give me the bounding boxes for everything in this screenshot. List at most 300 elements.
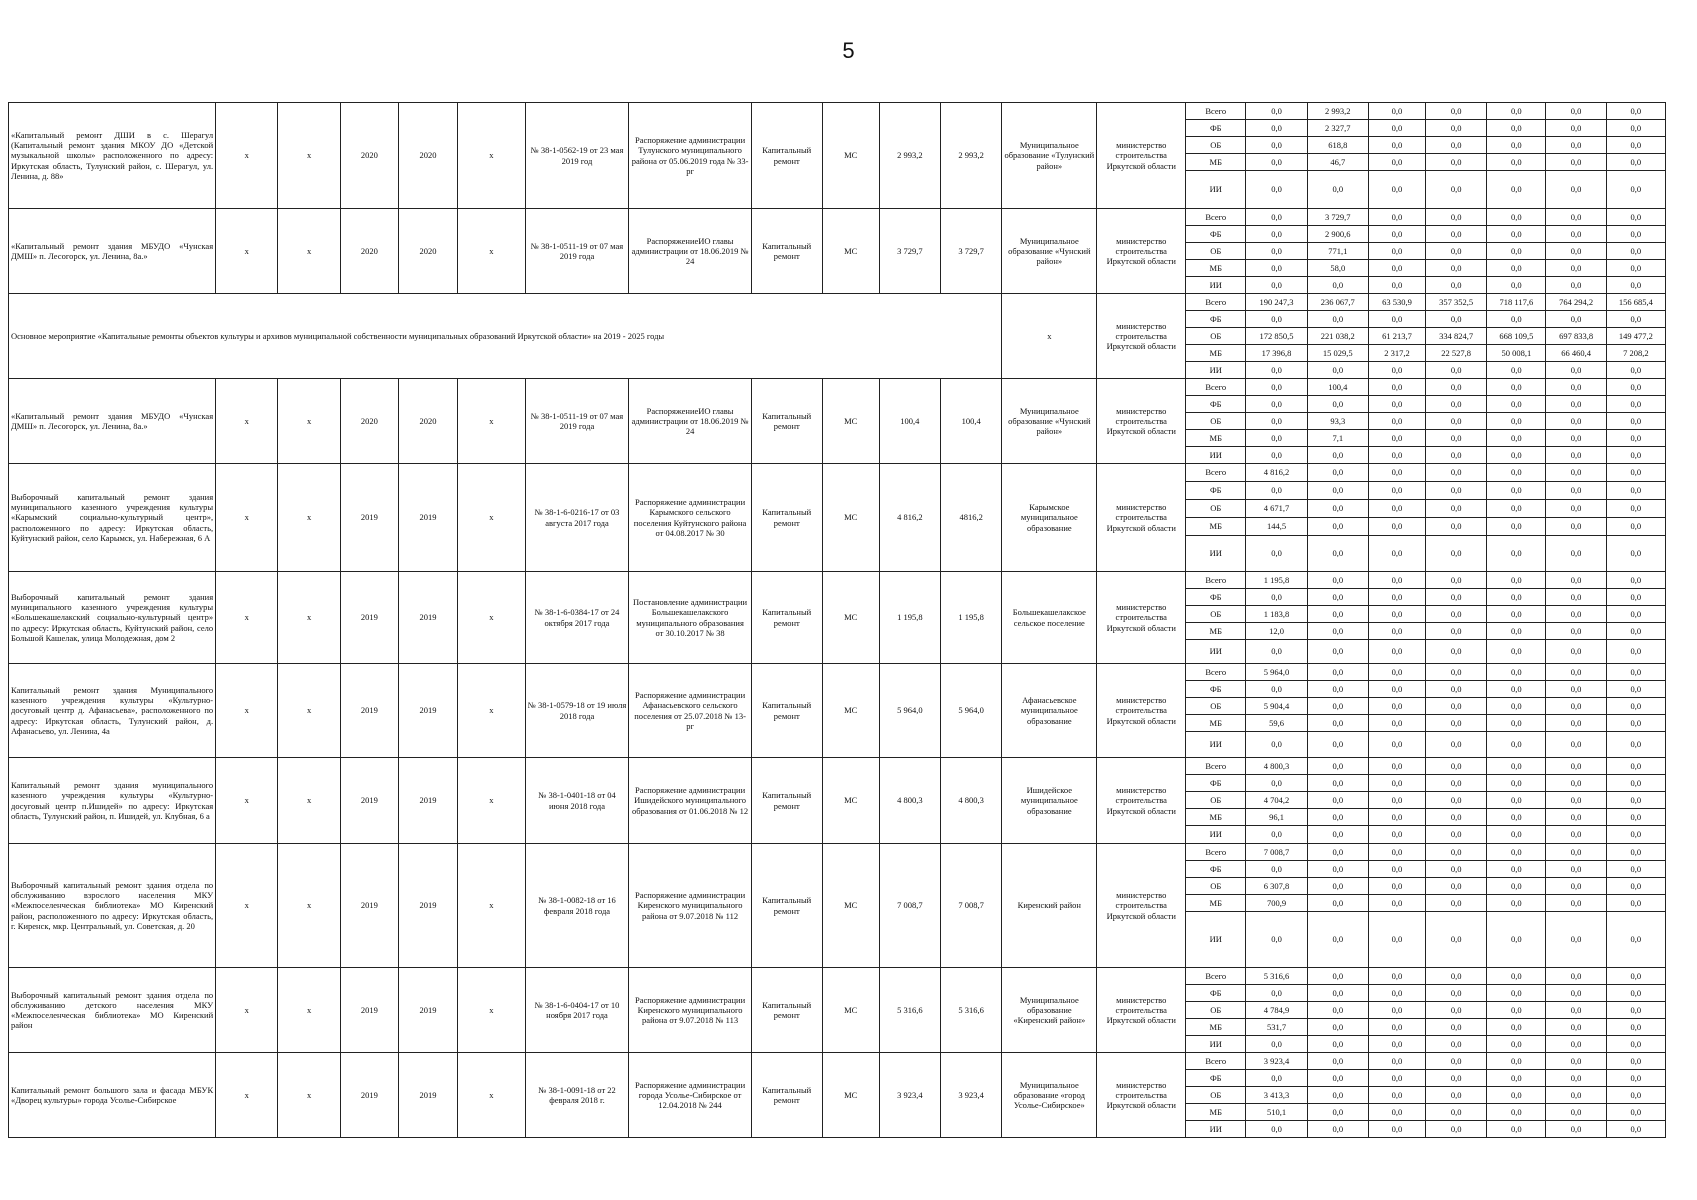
funding-value: 0,0 bbox=[1606, 1070, 1665, 1087]
cell-c2: х bbox=[278, 968, 340, 1053]
funding-value: 0,0 bbox=[1546, 1104, 1606, 1121]
estimated-cost: 4 816,2 bbox=[879, 464, 940, 572]
funding-value: 0,0 bbox=[1487, 589, 1546, 606]
funding-value: 0,0 bbox=[1546, 379, 1606, 396]
funding-source: ОБ bbox=[1186, 1002, 1246, 1019]
table-row bbox=[9, 968, 1666, 985]
funding-value: 0,0 bbox=[1426, 464, 1487, 482]
funding-value: 0,0 bbox=[1546, 623, 1606, 640]
funding-value: 0,0 bbox=[1368, 758, 1425, 775]
funding-source: МБ bbox=[1186, 154, 1246, 171]
estimated-cost: 2 993,2 bbox=[879, 103, 940, 209]
funding-value: 0,0 bbox=[1368, 277, 1425, 294]
funding-value: 618,8 bbox=[1307, 137, 1368, 154]
funding-value: 17 396,8 bbox=[1246, 345, 1307, 362]
funding-value: 5 964,0 bbox=[1246, 664, 1307, 681]
funding-value: 0,0 bbox=[1426, 1019, 1487, 1036]
funding-value: 0,0 bbox=[1426, 243, 1487, 260]
funding-value: 0,0 bbox=[1546, 1002, 1606, 1019]
funding-value: 144,5 bbox=[1246, 518, 1307, 536]
funding-value: 0,0 bbox=[1307, 1104, 1368, 1121]
funding-value: 0,0 bbox=[1546, 430, 1606, 447]
funding-value: 0,0 bbox=[1487, 536, 1546, 572]
level-code: МС bbox=[822, 464, 879, 572]
executor: министерство строительства Иркутской области bbox=[1097, 664, 1186, 758]
funding-source: Всего bbox=[1186, 664, 1246, 681]
funding-value: 0,0 bbox=[1487, 464, 1546, 482]
funding-value: 0,0 bbox=[1487, 623, 1546, 640]
funding-value: 46,7 bbox=[1307, 154, 1368, 171]
funding-value: 0,0 bbox=[1546, 482, 1606, 500]
funding-value: 510,1 bbox=[1246, 1104, 1307, 1121]
funding-value: 0,0 bbox=[1426, 664, 1487, 681]
funding-value: 0,0 bbox=[1368, 137, 1425, 154]
funding-value: 190 247,3 bbox=[1246, 294, 1307, 311]
funding-value: 0,0 bbox=[1307, 482, 1368, 500]
funding-value: 0,0 bbox=[1246, 430, 1307, 447]
funding-value: 0,0 bbox=[1368, 209, 1425, 226]
funding-value: 0,0 bbox=[1546, 1070, 1606, 1087]
funding-value: 0,0 bbox=[1426, 698, 1487, 715]
funding-value: 0,0 bbox=[1307, 1036, 1368, 1053]
cell-c1: х bbox=[216, 1053, 278, 1138]
funding-value: 50 008,1 bbox=[1487, 345, 1546, 362]
funding-value: 0,0 bbox=[1606, 698, 1665, 715]
funding-value: 0,0 bbox=[1368, 1121, 1425, 1138]
estimated-cost: 100,4 bbox=[879, 379, 940, 464]
funding-source: ОБ bbox=[1186, 1087, 1246, 1104]
funding-value: 0,0 bbox=[1606, 413, 1665, 430]
estimate-ref: № 38-1-0401-18 от 04 июня 2018 года bbox=[525, 758, 629, 844]
cell-c1: х bbox=[216, 103, 278, 209]
funding-value: 15 029,5 bbox=[1307, 345, 1368, 362]
funding-source: Всего bbox=[1186, 572, 1246, 589]
funding-value: 0,0 bbox=[1546, 1019, 1606, 1036]
funding-value: 0,0 bbox=[1546, 226, 1606, 243]
summary-text: Основное мероприятие «Капитальные ремонты объектов культуры и архивов муниципальной собственности муниципальных образований Иркутской области» на 2019 - 2025 годы bbox=[9, 294, 1002, 379]
funding-value: 0,0 bbox=[1546, 413, 1606, 430]
funding-value: 0,0 bbox=[1546, 171, 1606, 209]
funding-value: 0,0 bbox=[1246, 260, 1307, 277]
funding-value: 0,0 bbox=[1307, 640, 1368, 664]
cell-year-end: 2019 bbox=[398, 664, 457, 758]
recipient: Муниципальное образование «Киренский район» bbox=[1002, 968, 1097, 1053]
funding-source: ИИ bbox=[1186, 171, 1246, 209]
funding-value: 0,0 bbox=[1546, 912, 1606, 968]
funding-source: Всего bbox=[1186, 294, 1246, 311]
funding-value: 0,0 bbox=[1546, 732, 1606, 758]
cell-year-end: 2019 bbox=[398, 572, 457, 664]
funding-source: ИИ bbox=[1186, 1036, 1246, 1053]
funding-value: 0,0 bbox=[1487, 1036, 1546, 1053]
funding-value: 0,0 bbox=[1368, 775, 1425, 792]
cell-c1: х bbox=[216, 572, 278, 664]
funding-value: 2 327,7 bbox=[1307, 120, 1368, 137]
funding-value: 0,0 bbox=[1426, 103, 1487, 120]
funding-value: 0,0 bbox=[1246, 413, 1307, 430]
funding-value: 0,0 bbox=[1307, 1002, 1368, 1019]
funding-value: 0,0 bbox=[1368, 500, 1425, 518]
funding-value: 0,0 bbox=[1606, 171, 1665, 209]
recipient: Муниципальное образование «Чунский район» bbox=[1002, 379, 1097, 464]
remaining-cost: 5 316,6 bbox=[941, 968, 1002, 1053]
funding-value: 0,0 bbox=[1606, 103, 1665, 120]
funding-source: ФБ bbox=[1186, 1070, 1246, 1087]
cell-year-end: 2019 bbox=[398, 844, 457, 968]
funding-value: 0,0 bbox=[1606, 758, 1665, 775]
recipient: Муниципальное образование «Тулунский район» bbox=[1002, 103, 1097, 209]
funding-value: 0,0 bbox=[1546, 826, 1606, 844]
funding-value: 0,0 bbox=[1246, 681, 1307, 698]
funding-value: 0,0 bbox=[1487, 698, 1546, 715]
funding-value: 0,0 bbox=[1368, 430, 1425, 447]
funding-value: 0,0 bbox=[1546, 518, 1606, 536]
funding-value: 0,0 bbox=[1426, 362, 1487, 379]
cell-c5: х bbox=[458, 103, 526, 209]
funding-value: 0,0 bbox=[1307, 758, 1368, 775]
funding-value: 0,0 bbox=[1368, 664, 1425, 681]
funding-value: 0,0 bbox=[1606, 878, 1665, 895]
funding-value: 59,6 bbox=[1246, 715, 1307, 732]
funding-value: 0,0 bbox=[1426, 640, 1487, 664]
funding-source: ФБ bbox=[1186, 775, 1246, 792]
funding-value: 0,0 bbox=[1368, 698, 1425, 715]
funding-source: ИИ bbox=[1186, 536, 1246, 572]
cell-c2: х bbox=[278, 209, 340, 294]
estimated-cost: 4 800,3 bbox=[879, 758, 940, 844]
remaining-cost: 7 008,7 bbox=[941, 844, 1002, 968]
funding-value: 0,0 bbox=[1606, 260, 1665, 277]
funding-value: 7 008,7 bbox=[1246, 844, 1307, 861]
funding-value: 172 850,5 bbox=[1246, 328, 1307, 345]
level-code: МС bbox=[822, 572, 879, 664]
funding-value: 0,0 bbox=[1307, 698, 1368, 715]
funding-value: 0,0 bbox=[1606, 1121, 1665, 1138]
funding-value: 0,0 bbox=[1606, 1019, 1665, 1036]
funding-value: 0,0 bbox=[1426, 209, 1487, 226]
funding-source: ФБ bbox=[1186, 681, 1246, 698]
recipient: Афанасьевское муниципальное образование bbox=[1002, 664, 1097, 758]
funding-value: 0,0 bbox=[1606, 277, 1665, 294]
cell-c1: х bbox=[216, 844, 278, 968]
funding-value: 0,0 bbox=[1368, 154, 1425, 171]
funding-value: 0,0 bbox=[1307, 809, 1368, 826]
funding-value: 0,0 bbox=[1606, 447, 1665, 464]
funding-value: 149 477,2 bbox=[1606, 328, 1665, 345]
funding-value: 0,0 bbox=[1487, 1104, 1546, 1121]
table-row bbox=[9, 379, 1666, 396]
funding-value: 0,0 bbox=[1368, 606, 1425, 623]
table-row bbox=[9, 464, 1666, 482]
funding-value: 0,0 bbox=[1487, 500, 1546, 518]
funding-source: Всего bbox=[1186, 758, 1246, 775]
funding-value: 0,0 bbox=[1426, 260, 1487, 277]
work-type: Капитальный ремонт bbox=[751, 968, 822, 1053]
funding-source: ФБ bbox=[1186, 985, 1246, 1002]
estimate-ref: № 38-1-6-0384-17 от 24 октября 2017 года bbox=[525, 572, 629, 664]
funding-value: 0,0 bbox=[1307, 536, 1368, 572]
funding-value: 2 317,2 bbox=[1368, 345, 1425, 362]
funding-value: 0,0 bbox=[1368, 1087, 1425, 1104]
estimate-ref: № 38-1-6-0216-17 от 03 августа 2017 года bbox=[525, 464, 629, 572]
recipient: Карымское муниципальное образование bbox=[1002, 464, 1097, 572]
project-description: Капитальный ремонт здания муниципального казенного учреждения культуры «Культурно-досуговый центр п.Ишидей» по адресу: Иркутская область, Тулунский район, п. Ишидей, ул. Клубная, 6 а bbox=[9, 758, 216, 844]
level-code: МС bbox=[822, 103, 879, 209]
funding-value: 0,0 bbox=[1546, 792, 1606, 809]
summary-mark: х bbox=[1002, 294, 1097, 379]
funding-value: 0,0 bbox=[1368, 681, 1425, 698]
cell-c5: х bbox=[458, 844, 526, 968]
funding-value: 0,0 bbox=[1546, 809, 1606, 826]
funding-value: 0,0 bbox=[1426, 137, 1487, 154]
funding-value: 0,0 bbox=[1246, 589, 1307, 606]
funding-value: 0,0 bbox=[1606, 985, 1665, 1002]
funding-value: 0,0 bbox=[1546, 681, 1606, 698]
funding-value: 0,0 bbox=[1546, 536, 1606, 572]
funding-source: ФБ bbox=[1186, 120, 1246, 137]
funding-source: ФБ bbox=[1186, 396, 1246, 413]
funding-value: 4 704,2 bbox=[1246, 792, 1307, 809]
order-ref: Распоряжение администрации Ишидейского муниципального образования от 01.06.2018 № 12 bbox=[629, 758, 752, 844]
funding-value: 0,0 bbox=[1307, 732, 1368, 758]
funding-value: 0,0 bbox=[1368, 120, 1425, 137]
cell-c1: х bbox=[216, 379, 278, 464]
project-description: Выборочный капитальный ремонт здания отдела по обслуживанию детского населения МКУ «Межпоселенческая библиотека» МО Киренский район bbox=[9, 968, 216, 1053]
cell-c5: х bbox=[458, 572, 526, 664]
funding-value: 334 824,7 bbox=[1426, 328, 1487, 345]
estimate-ref: № 38-1-0511-19 от 07 мая 2019 года bbox=[525, 379, 629, 464]
funding-value: 0,0 bbox=[1487, 758, 1546, 775]
remaining-cost: 2 993,2 bbox=[941, 103, 1002, 209]
funding-value: 0,0 bbox=[1426, 732, 1487, 758]
cell-c5: х bbox=[458, 464, 526, 572]
funding-value: 0,0 bbox=[1606, 589, 1665, 606]
funding-value: 0,0 bbox=[1487, 1121, 1546, 1138]
funding-value: 0,0 bbox=[1606, 209, 1665, 226]
funding-source: МБ bbox=[1186, 809, 1246, 826]
funding-source: ИИ bbox=[1186, 447, 1246, 464]
funding-value: 0,0 bbox=[1487, 1087, 1546, 1104]
funding-value: 0,0 bbox=[1487, 985, 1546, 1002]
funding-value: 0,0 bbox=[1307, 844, 1368, 861]
funding-value: 0,0 bbox=[1426, 277, 1487, 294]
cell-year-end: 2019 bbox=[398, 1053, 457, 1138]
funding-value: 0,0 bbox=[1307, 1053, 1368, 1070]
funding-value: 0,0 bbox=[1307, 500, 1368, 518]
funding-value: 0,0 bbox=[1246, 985, 1307, 1002]
cell-c5: х bbox=[458, 968, 526, 1053]
cell-year-start: 2019 bbox=[340, 664, 398, 758]
funding-value: 96,1 bbox=[1246, 809, 1307, 826]
funding-value: 0,0 bbox=[1546, 103, 1606, 120]
funding-value: 0,0 bbox=[1368, 311, 1425, 328]
funding-value: 0,0 bbox=[1606, 623, 1665, 640]
funding-value: 0,0 bbox=[1246, 311, 1307, 328]
order-ref: Распоряжение администрации Киренского муниципального района от 9.07.2018 № 113 bbox=[629, 968, 752, 1053]
funding-source: Всего bbox=[1186, 464, 1246, 482]
funding-value: 0,0 bbox=[1606, 379, 1665, 396]
funding-value: 0,0 bbox=[1487, 260, 1546, 277]
funding-value: 0,0 bbox=[1307, 826, 1368, 844]
funding-value: 0,0 bbox=[1246, 154, 1307, 171]
cell-c2: х bbox=[278, 379, 340, 464]
funding-source: ИИ bbox=[1186, 362, 1246, 379]
funding-value: 0,0 bbox=[1246, 1121, 1307, 1138]
funding-value: 0,0 bbox=[1246, 379, 1307, 396]
funding-value: 0,0 bbox=[1426, 844, 1487, 861]
funding-source: ИИ bbox=[1186, 1121, 1246, 1138]
cell-year-start: 2019 bbox=[340, 464, 398, 572]
estimated-cost: 3 923,4 bbox=[879, 1053, 940, 1138]
order-ref: Распоряжение администрации города Усолье-Сибирское от 12.04.2018 № 244 bbox=[629, 1053, 752, 1138]
funding-value: 0,0 bbox=[1487, 826, 1546, 844]
funding-source: ФБ bbox=[1186, 861, 1246, 878]
funding-value: 0,0 bbox=[1426, 572, 1487, 589]
funding-value: 0,0 bbox=[1606, 968, 1665, 985]
cell-c1: х bbox=[216, 968, 278, 1053]
funding-value: 0,0 bbox=[1426, 792, 1487, 809]
project-description: «Капитальный ремонт ДШИ в с. Шерагул (Капитальный ремонт здания МКОУ ДО «Детской музыкальной школы» расположенного по адресу: Иркутская область, Тулунский район, с. Шерагул, ул. Ленина, д. 88» bbox=[9, 103, 216, 209]
funding-value: 0,0 bbox=[1606, 430, 1665, 447]
program-table bbox=[8, 102, 1666, 1138]
remaining-cost: 3 923,4 bbox=[941, 1053, 1002, 1138]
funding-value: 0,0 bbox=[1606, 861, 1665, 878]
funding-value: 0,0 bbox=[1307, 968, 1368, 985]
funding-value: 0,0 bbox=[1606, 518, 1665, 536]
funding-value: 0,0 bbox=[1426, 826, 1487, 844]
funding-value: 0,0 bbox=[1426, 758, 1487, 775]
project-description: Капитальный ремонт здания Муниципального казенного учреждения культуры «Культурно-досуговый центр д. Афанасьева», расположенного по адресу: Иркутская область, Тулунский район, д. Афанасьево, ул. Ленина, 4а bbox=[9, 664, 216, 758]
funding-value: 221 038,2 bbox=[1307, 328, 1368, 345]
funding-value: 0,0 bbox=[1426, 968, 1487, 985]
funding-value: 0,0 bbox=[1246, 277, 1307, 294]
funding-value: 0,0 bbox=[1307, 1121, 1368, 1138]
funding-value: 0,0 bbox=[1546, 664, 1606, 681]
cell-c2: х bbox=[278, 103, 340, 209]
project-description: Выборочный капитальный ремонт здания муниципального казенного учреждения культуры «Карымский социально-культурный центр», расположенного по адресу: Иркутская область, Куйтунский район, село Карымск, ул. Набережная, 6 А bbox=[9, 464, 216, 572]
project-description: «Капитальный ремонт здания МБУДО «Чунская ДМШ» п. Лесогорск, ул. Ленина, 8а.» bbox=[9, 379, 216, 464]
funding-value: 0,0 bbox=[1546, 844, 1606, 861]
funding-value: 0,0 bbox=[1606, 137, 1665, 154]
funding-value: 0,0 bbox=[1246, 775, 1307, 792]
funding-value: 0,0 bbox=[1606, 1104, 1665, 1121]
funding-value: 0,0 bbox=[1487, 103, 1546, 120]
funding-value: 0,0 bbox=[1546, 758, 1606, 775]
order-ref: Постановление администрации Большекашелакского муниципального образования от 30.10.2017 № 38 bbox=[629, 572, 752, 664]
funding-value: 0,0 bbox=[1487, 895, 1546, 912]
funding-value: 0,0 bbox=[1606, 895, 1665, 912]
funding-value: 0,0 bbox=[1546, 640, 1606, 664]
work-type: Капитальный ремонт bbox=[751, 844, 822, 968]
funding-value: 0,0 bbox=[1606, 482, 1665, 500]
funding-value: 0,0 bbox=[1246, 1036, 1307, 1053]
funding-value: 0,0 bbox=[1487, 137, 1546, 154]
estimate-ref: № 38-1-6-0404-17 от 10 ноября 2017 года bbox=[525, 968, 629, 1053]
funding-value: 771,1 bbox=[1307, 243, 1368, 260]
funding-value: 0,0 bbox=[1307, 171, 1368, 209]
funding-value: 66 460,4 bbox=[1546, 345, 1606, 362]
funding-value: 0,0 bbox=[1546, 120, 1606, 137]
funding-value: 0,0 bbox=[1426, 895, 1487, 912]
funding-value: 0,0 bbox=[1426, 447, 1487, 464]
funding-value: 0,0 bbox=[1368, 792, 1425, 809]
funding-value: 0,0 bbox=[1426, 1036, 1487, 1053]
funding-source: ОБ bbox=[1186, 328, 1246, 345]
funding-source: ФБ bbox=[1186, 226, 1246, 243]
funding-source: МБ bbox=[1186, 715, 1246, 732]
table-row bbox=[9, 209, 1666, 226]
funding-value: 93,3 bbox=[1307, 413, 1368, 430]
cell-year-end: 2019 bbox=[398, 464, 457, 572]
funding-value: 0,0 bbox=[1246, 137, 1307, 154]
cell-year-start: 2020 bbox=[340, 103, 398, 209]
funding-value: 0,0 bbox=[1246, 447, 1307, 464]
funding-value: 0,0 bbox=[1546, 715, 1606, 732]
cell-year-start: 2019 bbox=[340, 758, 398, 844]
funding-source: ОБ bbox=[1186, 500, 1246, 518]
funding-value: 0,0 bbox=[1426, 606, 1487, 623]
cell-year-start: 2019 bbox=[340, 844, 398, 968]
funding-value: 0,0 bbox=[1368, 809, 1425, 826]
funding-source: ФБ bbox=[1186, 589, 1246, 606]
funding-value: 0,0 bbox=[1426, 912, 1487, 968]
funding-value: 0,0 bbox=[1368, 1002, 1425, 1019]
funding-value: 0,0 bbox=[1368, 589, 1425, 606]
funding-value: 0,0 bbox=[1546, 861, 1606, 878]
funding-value: 0,0 bbox=[1487, 396, 1546, 413]
funding-value: 0,0 bbox=[1606, 640, 1665, 664]
funding-value: 4 671,7 bbox=[1246, 500, 1307, 518]
funding-value: 0,0 bbox=[1246, 209, 1307, 226]
funding-value: 2 900,6 bbox=[1307, 226, 1368, 243]
funding-value: 0,0 bbox=[1546, 447, 1606, 464]
funding-value: 0,0 bbox=[1606, 1053, 1665, 1070]
funding-value: 3 729,7 bbox=[1307, 209, 1368, 226]
funding-value: 0,0 bbox=[1307, 572, 1368, 589]
funding-value: 0,0 bbox=[1487, 311, 1546, 328]
table-row bbox=[9, 758, 1666, 775]
remaining-cost: 1 195,8 bbox=[941, 572, 1002, 664]
funding-value: 7,1 bbox=[1307, 430, 1368, 447]
funding-value: 0,0 bbox=[1606, 826, 1665, 844]
funding-value: 718 117,6 bbox=[1487, 294, 1546, 311]
funding-value: 0,0 bbox=[1368, 362, 1425, 379]
cell-c2: х bbox=[278, 758, 340, 844]
funding-value: 668 109,5 bbox=[1487, 328, 1546, 345]
funding-value: 61 213,7 bbox=[1368, 328, 1425, 345]
order-ref: Распоряжение администрации Киренского муниципального района от 9.07.2018 № 112 bbox=[629, 844, 752, 968]
cell-c1: х bbox=[216, 209, 278, 294]
cell-year-start: 2020 bbox=[340, 209, 398, 294]
order-ref: РаспоряжениеИО главы администрации от 18.06.2019 № 24 bbox=[629, 379, 752, 464]
funding-value: 0,0 bbox=[1546, 985, 1606, 1002]
funding-value: 0,0 bbox=[1368, 572, 1425, 589]
funding-source: ОБ bbox=[1186, 606, 1246, 623]
funding-value: 0,0 bbox=[1606, 844, 1665, 861]
funding-source: МБ bbox=[1186, 1019, 1246, 1036]
estimate-ref: № 38-1-0511-19 от 07 мая 2019 года bbox=[525, 209, 629, 294]
executor: министерство строительства Иркутской области bbox=[1097, 758, 1186, 844]
recipient: Киренский район bbox=[1002, 844, 1097, 968]
funding-value: 0,0 bbox=[1368, 536, 1425, 572]
funding-value: 0,0 bbox=[1546, 154, 1606, 171]
funding-value: 0,0 bbox=[1246, 396, 1307, 413]
funding-source: МБ bbox=[1186, 518, 1246, 536]
funding-value: 0,0 bbox=[1487, 664, 1546, 681]
estimated-cost: 3 729,7 bbox=[879, 209, 940, 294]
funding-value: 0,0 bbox=[1307, 606, 1368, 623]
funding-value: 0,0 bbox=[1606, 500, 1665, 518]
